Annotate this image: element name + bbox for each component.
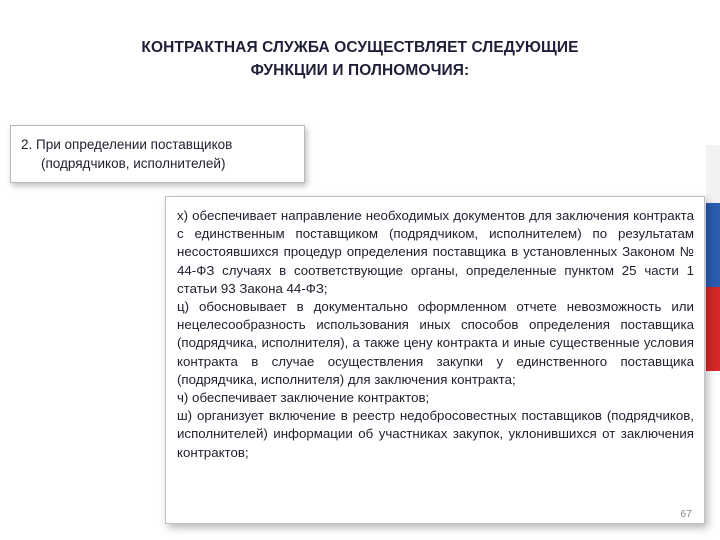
flag-stripe-white — [706, 145, 720, 203]
topic-line-2: (подрядчиков, исполнителей) — [41, 156, 226, 171]
item-ch: ч) обеспечивает заключение контрактов; — [177, 390, 430, 406]
flag-stripe-blue — [706, 203, 720, 287]
slide-title-line-2: ФУНКЦИИ И ПОЛНОМОЧИЯ: — [250, 62, 470, 79]
topic-line-1: 2. При определении поставщиков — [21, 137, 233, 152]
item-sh: ш) организует включение в реестр недобросовестных поставщиков (подрядчиков, исполнителей) информации об участниках закупок, уклонившихся от заключения контрактов; — [177, 408, 694, 460]
content-box — [165, 196, 705, 524]
slide-title-line-1: КОНТРАКТНАЯ СЛУЖБА ОСУЩЕСТВЛЯЕТ СЛЕДУЮЩИЕ — [141, 39, 579, 56]
topic-box — [10, 125, 305, 183]
item-ts: ц) обосновывает в документально оформленном отчете невозможность или нецелесообразность использования иных способов определения поставщика (подрядчика, исполнителя), а также цену контракта и иные существенные условия контракта в случае осуществления закупки у единственного поставщика (подрядчика, исполнителя) для заключения контракта; — [177, 299, 694, 387]
page-number: 67 — [680, 508, 692, 520]
flag-stripe-red — [706, 287, 720, 371]
item-kh: х) обеспечивает направление необходимых документов для заключения контракта с единственным поставщиком (подрядчиком, исполнителем) по результатам несостоявшихся процедур определения поставщика в установленных Законом № 44-ФЗ случаях в соответствующие органы, определенные пунктом 25 части 1 статьи 93 Закона 44-ФЗ; — [177, 208, 694, 296]
slide-title — [60, 36, 660, 82]
